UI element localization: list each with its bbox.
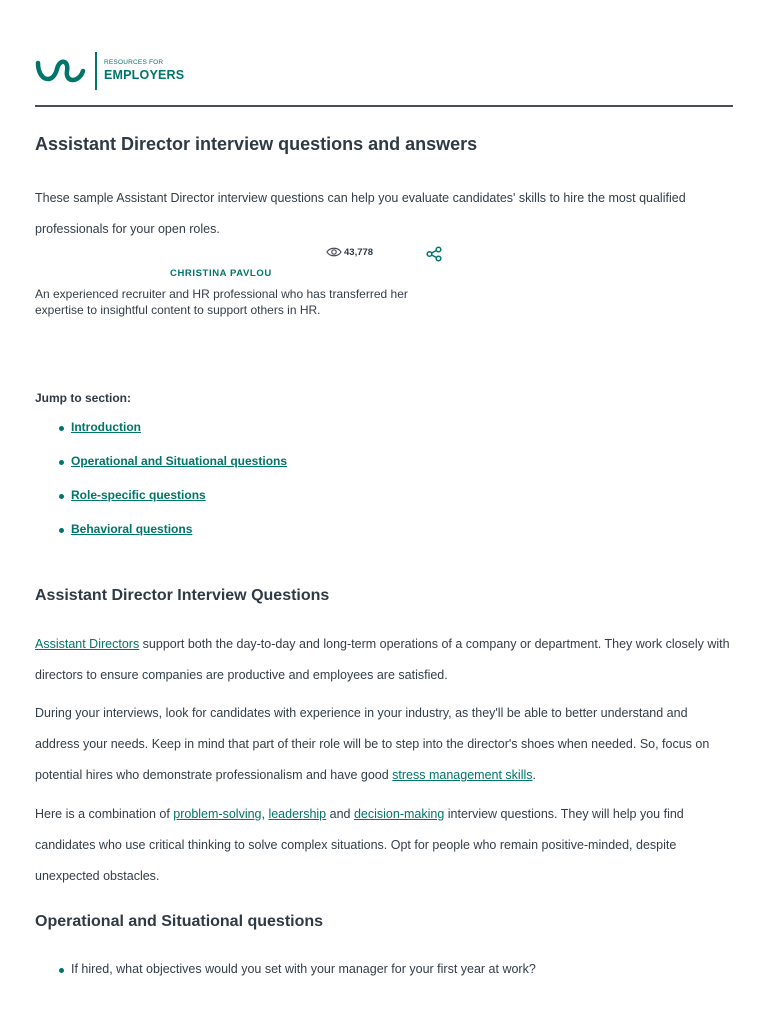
section-heading-operational: Operational and Situational questions [35,913,324,930]
bullet-icon [59,968,64,973]
paragraph-role-overview [35,629,735,691]
toc-link-role-specific[interactable]: Role-specific questions [71,488,206,502]
paragraph-text: support both the day-to-day and long-term operations of a company or department. They work closely with directors to ensure companies are productive and employees are satisfied. [35,637,730,682]
toc-link-operational[interactable]: Operational and Situational questions [71,454,288,468]
section-heading-interview-questions: Assistant Director Interview Questions [35,587,330,604]
bullet-icon [59,460,64,465]
logo-divider [95,52,97,90]
link-stress-management-skills[interactable]: stress management skills [392,768,533,782]
question-list [59,962,536,976]
paragraph-separator: , [261,807,269,821]
question-text: If hired, what objectives would you set with your manager for your first year at work? [71,962,536,976]
site-header [0,0,768,106]
toc-link-behavioral[interactable]: Behavioral questions [71,522,193,536]
table-of-contents [59,420,287,556]
bullet-icon [59,494,64,499]
view-count [326,246,373,258]
logo-tagline: RESOURCES FOR [104,59,164,66]
paragraph-end: . [532,768,536,782]
question-item [59,962,536,976]
link-assistant-directors[interactable]: Assistant Directors [35,637,140,651]
page-title: Assistant Director interview questions and answers [35,134,478,154]
toc-link-introduction[interactable]: Introduction [71,420,141,434]
toc-item-introduction [59,420,287,454]
article-intro: These sample Assistant Director interview questions can help you evaluate candidates' skills to hire the most qualified professionals for your open roles. [35,191,686,236]
bullet-icon [59,528,64,533]
toc-item-behavioral [59,522,287,556]
paragraph-interview-advice [35,698,735,791]
author-bio: An experienced recruiter and HR professional who has transferred her expertise to insightful content to support others in HR. [35,287,408,317]
share-icon[interactable] [426,246,442,262]
link-leadership[interactable]: leadership [268,807,327,821]
view-count-value: 43,778 [344,246,374,258]
paragraph-separator: and [326,807,354,821]
toc-item-operational [59,454,287,488]
paragraph-text: Here is a combination of [35,807,174,821]
logo-wordmark: EMPLOYERS [104,68,185,82]
paragraph-text: interview questions. They will help you find candidates who use critical thinking to solve complex situations. Opt for people who remain positive-minded, despite unexpected obstacles. [35,807,684,883]
header-divider [35,105,733,107]
author-name[interactable]: CHRISTINA PAVLOU [170,268,272,279]
bullet-icon [59,426,64,431]
eye-icon [326,246,342,258]
toc-item-role-specific [59,488,287,522]
jump-to-section-label: Jump to section: [35,391,132,405]
paragraph-question-mix [35,799,735,892]
paragraph-text: During your interviews, look for candidates with experience in your industry, as they'll be able to better understand and address your needs. Keep in mind that part of their role will be to step into the director's shoes when needed. So, focus on potential hires who demonstrate professionalism and have good [35,706,710,782]
link-decision-making[interactable]: decision-making [353,807,445,821]
brand-logo-icon [35,55,87,87]
link-problem-solving[interactable]: problem-solving [173,807,262,821]
